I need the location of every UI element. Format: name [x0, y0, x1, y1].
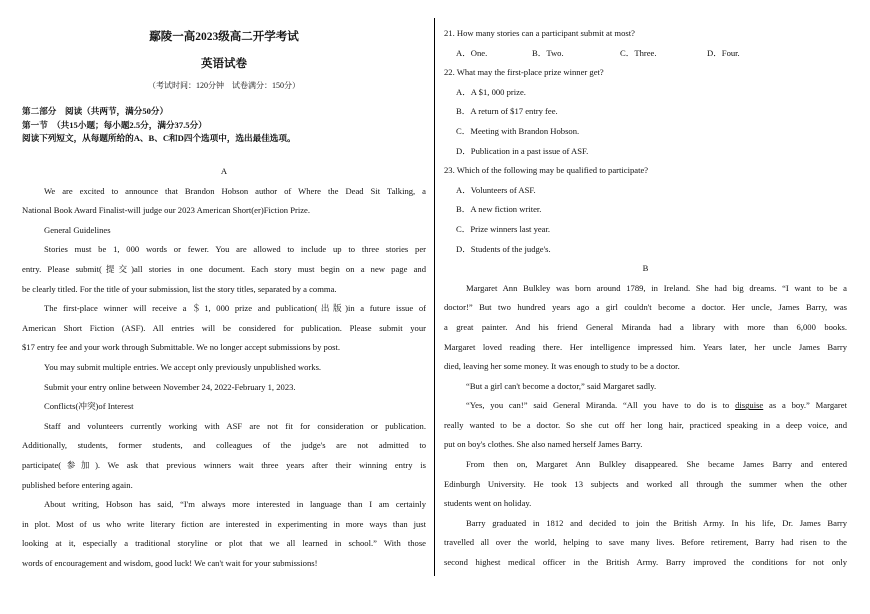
- passage-b-line: From then on, Margaret Ann Bulkley disappeared. She became James Barry and entered: [466, 459, 847, 470]
- paper-subtitle: 英语试卷: [201, 58, 247, 70]
- passage-a-line: participate(参加). We ask that previous winners wait three years after their winning entry is: [22, 459, 426, 470]
- option-c: C．Three.: [620, 47, 657, 58]
- passage-b-line: put on boy's clothes. She also named herself James Barry.: [444, 439, 643, 450]
- column-divider: [434, 18, 435, 576]
- question-22: [444, 63, 847, 161]
- passage-a-line: words of encouragement and wisdom, good luck! We can't wait for your submissions!: [22, 557, 318, 568]
- passage-b: [444, 259, 847, 573]
- passage-b-line: died, leaving her some money. It was enough to study to be a doctor.: [444, 361, 680, 372]
- passage-a-line: looking at it, especially a traditional storyline or plot that we all learned in school.” With those: [22, 538, 426, 549]
- section-subpart: 第一节 （共15小题；每小题2.5分，满分37.5分）: [22, 119, 207, 130]
- passage-a-label: A: [220, 166, 228, 176]
- passage-a-line: in plot. Most of us who write literary fiction are interested in experimenting in more ways than just: [22, 518, 426, 529]
- question-options: [444, 44, 847, 64]
- passage-b-line: Margaret Ann Bulkley was born around 1789, in Ireland. She had big dreams. “I want to be a: [466, 282, 847, 293]
- passage-a-line: We are excited to announce that Brandon Hobson author of Where the Dead Sit Talking, a: [44, 185, 426, 196]
- passage-a-heading: General Guidelines: [44, 224, 111, 235]
- passage-a-line: Staff and volunteers currently working with ASF are not fit for consideration or publication.: [44, 420, 426, 431]
- passage-a-line: be clearly titled. For the title of your submission, list the story titles, separated by a comma.: [22, 283, 337, 294]
- passage-b-line: doctor!” But two hundred years ago a girl couldn't become a doctor. Her uncle, James Barry, was: [444, 302, 847, 313]
- passage-b-line: a great painter. And his friend General Miranda had a library with more than 6,000 books.: [444, 321, 847, 332]
- passage-b-line: Margaret loved reading there. Her intelligence impressed him. Years later, her uncle James Barry: [444, 341, 847, 352]
- passage-a-line: entry. Please submit(提交)all stories in one document. Each story must begin on a new page and: [22, 263, 426, 274]
- passage-b-line: travelled all over the world, helping to save many lives. Before retirement, Barry had risen to the: [444, 537, 847, 548]
- passage-b-line: “But a girl can't become a doctor,” said Margaret sadly.: [466, 380, 657, 391]
- option-d: D．Students of the judge's.: [456, 243, 551, 254]
- option-b: B．A new fiction writer.: [456, 204, 542, 215]
- passage-b-text: as a boy.” Margaret: [763, 400, 847, 411]
- section-part: 第二部分 阅读（共两节，满分50分）: [22, 106, 169, 116]
- passage-a: [22, 162, 426, 573]
- option-c: C．Meeting with Brandon Hobson.: [456, 125, 580, 136]
- passage-a-line: Stories must be 1, 000 words or fewer. You are allowed to include up to three stories per: [44, 244, 426, 255]
- passage-b-line: really wanted to be a doctor. So she cut off her long hair, practiced speaking in a deep voice, and: [444, 419, 847, 430]
- section-instruction: 阅读下列短文，从每题所给的A、B、C和D四个选项中，选出最佳选项。: [22, 133, 296, 143]
- passage-a-line: published before entering again.: [22, 479, 133, 490]
- question-stem: 22. What may the first-place prize winner get?: [444, 67, 604, 78]
- underlined-word: disguise: [735, 400, 764, 411]
- question-stem: 21. How many stories can a participant submit at most?: [444, 28, 635, 38]
- passage-a-line: The first-place winner will receive a ＄1, 000 prize and publication(出版)in a future issue of: [44, 303, 426, 314]
- passage-a-line: Submit your entry online between November 24, 2022-February 1, 2023.: [44, 381, 296, 392]
- question-stem: 23. Which of the following may be qualified to participate?: [444, 165, 649, 176]
- question-23: [444, 161, 847, 259]
- passage-b-line: second highest medical officer in the British Army. Barry improved the conditions for not only: [444, 557, 847, 568]
- passage-b-line: students went on holiday.: [444, 498, 532, 509]
- passage-a-line: National Book Award Finalist-will judge our 2023 American Short(er)Fiction Prize.: [22, 205, 311, 216]
- question-21: [444, 24, 847, 63]
- passage-a-line: Additionally, students, former students, and colleagues of the judge's are not admitted to: [22, 440, 426, 451]
- passage-a-line: You may submit multiple entries. We accept only previously unpublished works.: [44, 361, 322, 372]
- exam-info: （考试时间：120分钟 试卷满分：150分）: [148, 81, 300, 90]
- right-column: [444, 24, 847, 573]
- passage-a-line: About writing, Hobson has said, “I'm always more interested in language than I am certainly: [44, 499, 426, 510]
- section-header: [22, 105, 426, 146]
- option-d: D．Publication in a past issue of ASF.: [456, 145, 589, 156]
- paper-title: 鄢陵一高2023级高二开学考试: [149, 31, 299, 43]
- option-a: A．One.: [456, 47, 488, 58]
- option-a: A．A $1, 000 prize.: [456, 86, 526, 97]
- passage-a-line: $17 entry fee and your work through Submittable. We no longer accept submissions by post.: [22, 342, 341, 353]
- passage-b-line: [444, 396, 847, 416]
- passage-b-text: “Yes, you can!” said General Miranda. “All you have to do is to: [466, 400, 736, 411]
- passage-b-line: Barry graduated in 1812 and decided to join the British Army. In his life, Dr. James Barry: [466, 517, 847, 528]
- passage-b-line: Edinburgh University. He took 13 subjects and worked all through the summer when the other: [444, 478, 847, 489]
- option-b: B．Two.: [532, 47, 564, 58]
- option-b: B．A return of $17 entry fee.: [456, 106, 558, 117]
- option-c: C．Prize winners last year.: [456, 223, 551, 234]
- option-d: D．Four.: [707, 47, 740, 58]
- option-a: A．Volunteers of ASF.: [456, 184, 536, 195]
- passage-a-heading: Conflicts(冲突)of Interest: [44, 401, 134, 412]
- passage-b-label: B: [642, 263, 649, 274]
- passage-a-line: American Short Fiction (ASF). All entries will be considered for publication. Please submit your: [22, 322, 426, 333]
